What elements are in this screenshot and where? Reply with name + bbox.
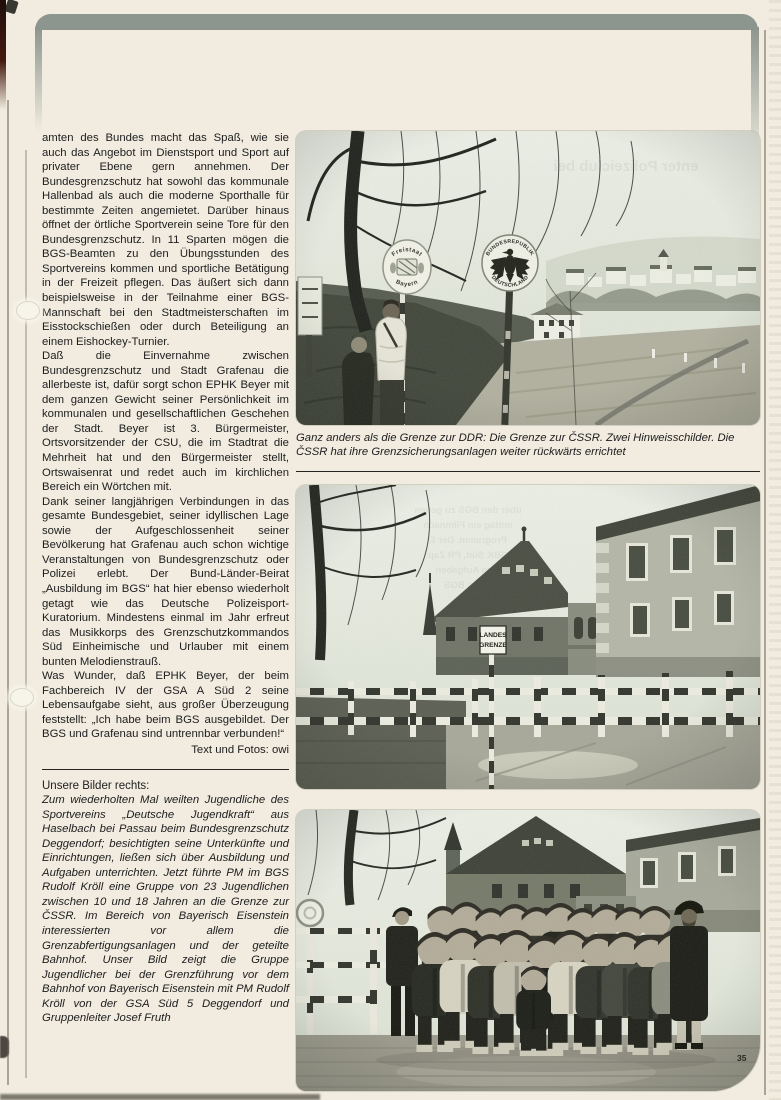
article-paragraph: Dank seiner langjährigen Verbindungen in das gesamte Bundesgebiet, seiner idyllischen Lage sowie der Aufgeschlossenheit seiner Bevölkerung hat Grafenau auch schon wichtige Veranstaltungen von Bundesgrenzschutz oder Polizei erlebt. Der Bund-Länder-Beirat „Ausbildung im BGS“ hat hier ebenso wiederholt getagt wie das Deutsche Polizeisport-Kuratorium. Mindestens einmal im Jahr erfreut das Musikkorps des Grenzschutzkommandos Süd Einheimische und Urlauber mit einem bunten Melodienstrauß.	[42, 495, 289, 668]
photo-landesgrenze	[296, 485, 760, 789]
column-divider-rule	[42, 769, 289, 770]
film-grain	[296, 810, 760, 1091]
gray-frame-left-leg	[35, 27, 42, 132]
photo-youth-group	[296, 810, 760, 1091]
pictures-note-heading: Unsere Bilder rechts:	[42, 779, 150, 792]
page-curl-line	[7, 100, 9, 1085]
article-paragraph: amten des Bundes macht das Spaß, wie sie auch das Angebot im Dienstsport und Sport auf privater Ebene gern annehmen. Der Bundesgrenzschutz hat sowohl das kommunale Hallenbad als auch die moderne Sporthalle für bestimmte Zeiten angemietet. Darüber hinaus öffnet der örtliche Sportverein seine Tore für den Bundesgrenzschutz. In 11 Sparten mögen die BGS-Beamten zu den Übungsstunden des Sportvereins kommen und sportliche Betätigung in der Freizeit pflegen. Das äußert sich dann beispielsweise in der Teilnahme einer BGS-Mannschaft bei den Stadtmeisterschaften im Eisstockschießen oder durch Beteiligung an einem Eishockey-Turnier.	[42, 132, 289, 348]
byline: Text und Fotos: owi	[191, 743, 289, 756]
pictures-note: Zum wiederholten Mal weilten Jugendliche des Sportvereins „Deutsche Jugendkraft“ aus Haselbach bei Passau beim Bundesgrenzschutz Deggendorf; besichtigten seine Unterkünfte und Einrichtungen, ließen sich über Ausbildung und Aufgaben unterrichten. Jetzt führte PM im BGS Rudolf Kröll eine Gruppe von 23 Jugendlichen zwischen 10 und 18 Jahren an die Grenze zur ČSSR. Im Bereich von Bayerisch Eisenstein interessierten vor allem die Grenzabfertigungsanlagen und der geteilte Bahnhof. Unser Bild zeigt die Gruppe Jugendlicher bei der Grenzführung vor dem Bahnhof von Bayerisch Eisenstein mit PM Rudolf Kröll von der GSA Süd 5 Deggendorf und Gruppenleiter Josef Fruth	[42, 794, 289, 1025]
film-grain	[296, 131, 760, 425]
page-number: 35	[737, 1053, 747, 1063]
photo-border-signs	[296, 131, 760, 425]
article-column	[42, 131, 289, 1026]
staple-mark-top	[4, 0, 18, 14]
film-grain	[296, 485, 760, 789]
punch-hole-spot	[16, 301, 40, 320]
photo-caption: Ganz anders als die Grenze zur DDR: Die Grenze zur ČSSR. Zwei Hinweisschilder. Die ČSSR hat ihre Grenzsicherungsanlagen weiter rückwärts errichtet	[296, 432, 735, 459]
gray-frame-band	[35, 14, 758, 30]
margin-line	[25, 150, 27, 1078]
scan-bottom-shadow	[0, 1094, 320, 1100]
adjacent-page-edge	[764, 30, 766, 1095]
page-edge-texture	[769, 0, 781, 1100]
punch-hole-spot	[10, 688, 34, 707]
article-paragraph: Was Wunder, daß EPHK Beyer, der beim Fachbereich IV der GSA A Süd 2 seine Lebensaufgabe sieht, aus großer Überzeugung feststellt: „Ich habe beim BGS ausgebildet. Der BGS und Grafenau sind untrennbar verbunden!“	[42, 670, 289, 741]
caption-rule	[296, 471, 760, 472]
binding-spine	[0, 0, 6, 110]
article-paragraph: Daß die Einvernahme zwischen Bundesgrenzschutz und Stadt Grafenau die allerbeste ist, dafür sorgt schon EPHK Beyer mit dem ganzen Gewicht seiner Persönlichkeit im kommunalen und gesellschaftlichen Geschehen der Stadt. Beyer ist 3. Bürgermeister, Ortsvorsitzender der CSU, die im Stadtrat die Mehrheit hat und den Bürgermeister stellt, Ortswaisenrat und redet auch im kirchlichen Bereich ein Wörtchen mit.	[42, 350, 289, 494]
